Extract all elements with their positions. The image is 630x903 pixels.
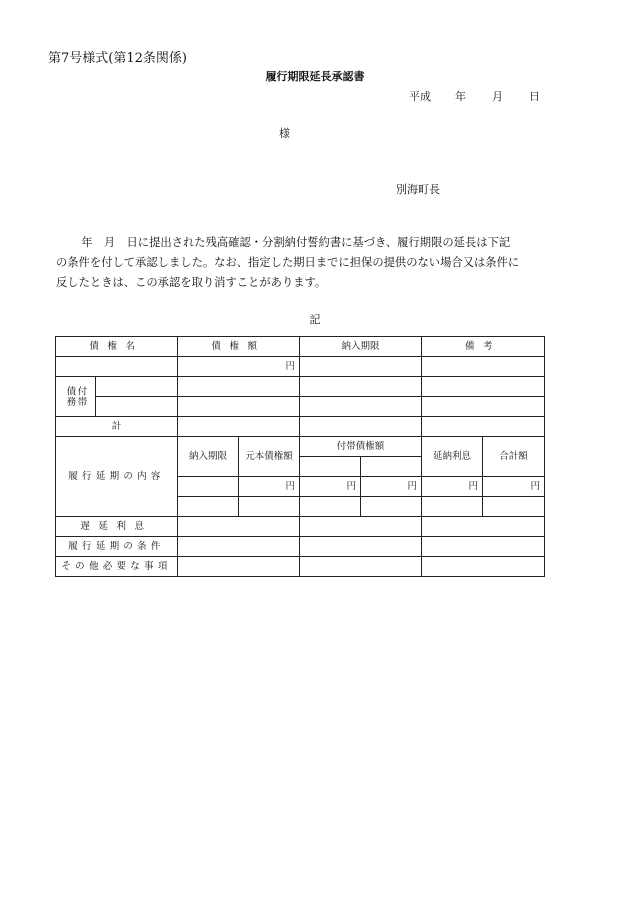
total-remarks-cell[interactable] bbox=[422, 417, 545, 437]
other-row bbox=[56, 557, 545, 577]
sub-principal-label: 元本債権額 bbox=[245, 451, 293, 462]
total-due-cell[interactable] bbox=[300, 417, 422, 437]
date-day: 日 bbox=[529, 90, 540, 103]
interest-amount-cell[interactable] bbox=[422, 477, 483, 497]
incidental-sub-cell bbox=[361, 457, 422, 477]
conditions-label: 履行延期の条件 bbox=[68, 541, 165, 552]
incidental-sub-cell bbox=[300, 457, 361, 477]
joint-debt-name-cell[interactable] bbox=[96, 377, 178, 397]
table-row bbox=[56, 357, 545, 377]
header-remarks: 備考 bbox=[464, 341, 502, 352]
joint-debt-label: 付帯債務 bbox=[56, 377, 96, 417]
principal-amount-cell[interactable] bbox=[239, 477, 300, 497]
table-row bbox=[56, 397, 545, 417]
sub-interest-label: 延納利息 bbox=[433, 451, 472, 462]
remarks-cell[interactable] bbox=[422, 357, 545, 377]
extension-due-cell[interactable] bbox=[178, 477, 239, 497]
extension-due-cell[interactable] bbox=[178, 497, 239, 517]
late-interest-cell[interactable] bbox=[178, 517, 300, 537]
joint-debt-amount-cell[interactable] bbox=[178, 397, 300, 417]
body-line: 反したときは、この承認を取り消すことがあります。 bbox=[56, 276, 327, 289]
yen-label: 円 bbox=[530, 481, 541, 492]
sub-incidental-label: 付帯債権額 bbox=[336, 441, 385, 452]
body-line: の条件を付して承認しました。なお、指定した期日までに担保の提供のない場合又は条件に bbox=[56, 256, 520, 269]
other-cell[interactable] bbox=[422, 557, 545, 577]
extension-header-row bbox=[56, 437, 545, 457]
body-line: 年 月 日に提出された残高確認・分割納付誓約書に基づき、履行期限の延長は下記 bbox=[70, 236, 511, 249]
header-claim-amount: 債権額 bbox=[211, 341, 266, 352]
extension-contents-label: 履行延期の内容 bbox=[68, 471, 165, 482]
joint-debt-amount-cell[interactable] bbox=[178, 377, 300, 397]
table-header-row bbox=[56, 337, 545, 357]
header-claim-name: 債権名 bbox=[89, 341, 144, 352]
main-table bbox=[55, 336, 545, 577]
total-row bbox=[56, 417, 545, 437]
date-line bbox=[409, 88, 540, 104]
yen-label: 円 bbox=[285, 361, 295, 372]
sum-amount-cell[interactable] bbox=[483, 477, 545, 497]
issuer: 別海町長 bbox=[396, 183, 440, 196]
incidental-amount-cell[interactable] bbox=[361, 497, 422, 517]
interest-amount-cell[interactable] bbox=[422, 497, 483, 517]
yen-label: 円 bbox=[285, 481, 295, 492]
sub-due-label: 納入期限 bbox=[188, 451, 227, 462]
conditions-cell[interactable] bbox=[300, 537, 422, 557]
claim-name-cell[interactable] bbox=[56, 357, 178, 377]
joint-debt-due-cell[interactable] bbox=[300, 377, 422, 397]
form-number: 第7号様式(第12条関係) bbox=[48, 51, 187, 66]
total-amount-cell[interactable] bbox=[178, 417, 300, 437]
yen-label: 円 bbox=[346, 481, 356, 492]
principal-amount-cell[interactable] bbox=[239, 497, 300, 517]
joint-debt-name-cell[interactable] bbox=[96, 397, 178, 417]
date-month: 月 bbox=[492, 90, 503, 103]
sub-sum-label: 合計額 bbox=[499, 451, 528, 462]
late-interest-row bbox=[56, 517, 545, 537]
sum-amount-cell[interactable] bbox=[483, 497, 545, 517]
late-interest-cell[interactable] bbox=[300, 517, 422, 537]
body-text bbox=[56, 233, 560, 293]
joint-debt-remarks-cell[interactable] bbox=[422, 377, 545, 397]
header-due-date: 納入期限 bbox=[341, 341, 380, 352]
recipient-suffix: 様 bbox=[279, 127, 290, 140]
incidental-amount-cell[interactable] bbox=[300, 497, 361, 517]
due-date-cell[interactable] bbox=[300, 357, 422, 377]
incidental-amount-cell[interactable] bbox=[361, 477, 422, 497]
yen-label: 円 bbox=[468, 481, 479, 492]
other-label: その他必要な事項 bbox=[61, 561, 172, 572]
conditions-row bbox=[56, 537, 545, 557]
other-cell[interactable] bbox=[178, 557, 300, 577]
conditions-cell[interactable] bbox=[178, 537, 300, 557]
ki-heading: 記 bbox=[309, 313, 321, 326]
total-label: 計 bbox=[111, 421, 122, 432]
joint-debt-remarks-cell[interactable] bbox=[422, 397, 545, 417]
claim-amount-cell[interactable] bbox=[178, 357, 300, 377]
table-row bbox=[56, 377, 545, 397]
document-title: 履行期限延長承認書 bbox=[265, 70, 365, 83]
late-interest-label: 遅延利息 bbox=[80, 521, 153, 532]
yen-label: 円 bbox=[407, 481, 418, 492]
other-cell[interactable] bbox=[300, 557, 422, 577]
joint-debt-due-cell[interactable] bbox=[300, 397, 422, 417]
late-interest-cell[interactable] bbox=[422, 517, 545, 537]
date-era: 平成 bbox=[409, 90, 431, 103]
incidental-amount-cell[interactable] bbox=[300, 477, 361, 497]
conditions-cell[interactable] bbox=[422, 537, 545, 557]
date-year: 年 bbox=[455, 90, 466, 103]
